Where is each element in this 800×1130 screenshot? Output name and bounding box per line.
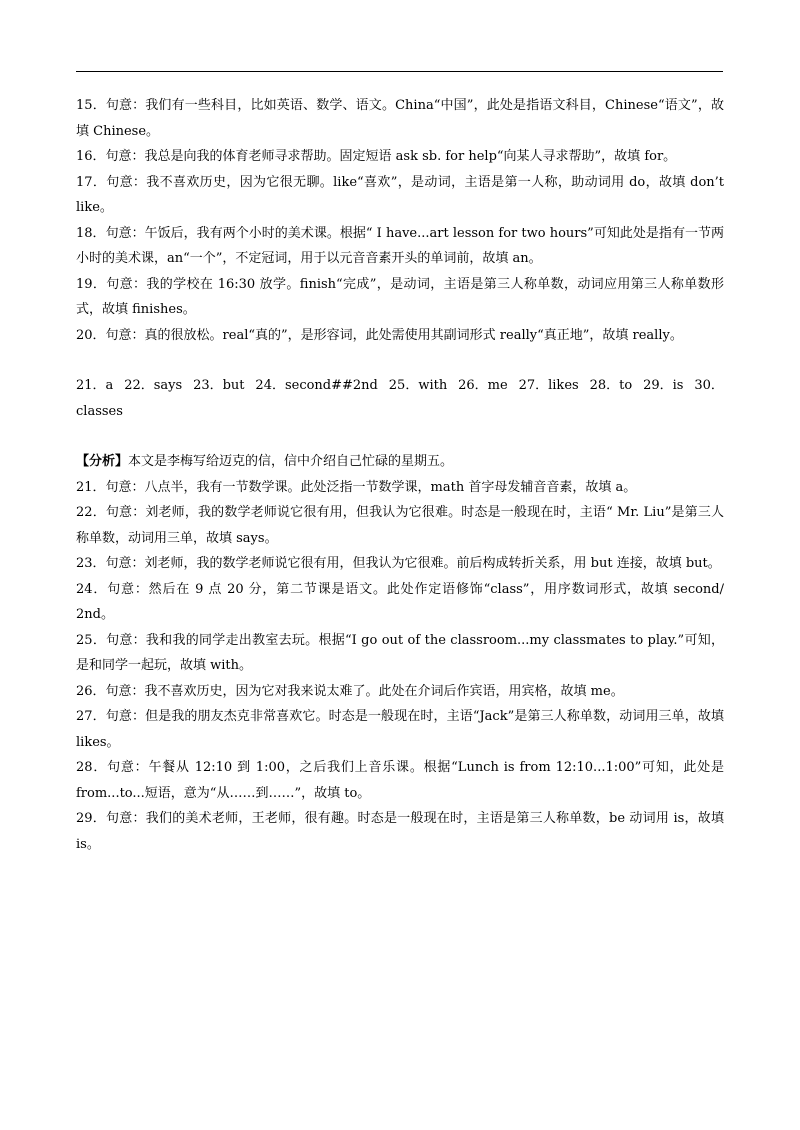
explanation-18: 18．句意：午饭后，我有两个小时的美术课。根据“ I have...art lesson for two hours”可知此处是指有一节两小时的美术课，an“一个”，不定冠词，用于以元音音素开头的单词前，故填 an。: [76, 225, 724, 266]
answer-21: 21．a: [76, 378, 114, 393]
answer-24: 24．second##2nd: [255, 378, 378, 393]
analysis-label: 【分析】: [76, 454, 129, 469]
explanation-20: 20．句意：真的很放松。real“真的”，是形容词，此处需使用其副词形式 really“真正地”，故填 really。: [76, 327, 683, 343]
explanation-25: 25．句意：我和我的同学走出教室去玩。根据“I go out of the classroom...my classmates to play.”可知，是和同学一起玩，故填 with。: [76, 632, 724, 673]
explanation-22: 22．句意：刘老师，我的数学老师说它很有用，但我认为它很难。时态是一般现在时，主语“ Mr. Liu”是第三人称单数，动词用三单，故填 says。: [76, 505, 724, 546]
explanation-23: 23．句意：刘老师，我的数学老师说它很有用，但我认为它很难。前后构成转折关系，用 but 连接，故填 but。: [76, 556, 721, 571]
analysis: [76, 449, 724, 475]
explanation-19: 19．句意：我的学校在 16:30 放学。finish“完成”，是动词，主语是第三人称单数，动词应用第三人称单数形式，故填 finishes。: [76, 276, 724, 317]
explanation-16: 16．句意：我总是向我的体育老师寻求帮助。固定短语 ask sb. for help“向某人寻求帮助”，故填 for。: [76, 149, 677, 164]
answer-22: 22．says: [124, 378, 183, 393]
answer-25: 25．with: [388, 378, 448, 393]
answer-27: 27．likes: [518, 378, 579, 393]
answer-28: 28．to: [589, 378, 633, 393]
header-divider: [76, 71, 723, 72]
answer-23: 23．but: [193, 378, 245, 393]
answer-30: 30．: [694, 378, 724, 393]
explanation-26: 26．句意：我不喜欢历史，因为它对我来说太难了。此处在介词后作宾语，用宾格，故填 me。: [76, 683, 624, 699]
analysis-text: 本文是李梅写给迈克的信，信中介绍自己忙碌的星期五。: [128, 454, 454, 469]
answer-29: 29．is: [643, 378, 684, 393]
spacer: [76, 348, 724, 373]
answer-30-value: classes: [76, 403, 123, 419]
spacer: [76, 424, 724, 449]
answer-26: 26．me: [458, 378, 508, 393]
explanation-21: 21．句意：八点半，我有一节数学课。此处泛指一节数学课，math 首字母发辅音音素，故填 a。: [76, 479, 637, 495]
explanation-17: 17．句意：我不喜欢历史，因为它很无聊。like“喜欢”，是动词，主语是第一人称，助动词用 do，故填 don’t like。: [76, 174, 724, 215]
explanation-27: 27．句意：但是我的朋友杰克非常喜欢它。时态是一般现在时，主语“Jack”是第三人称单数，动词用三单，故填 likes。: [76, 709, 724, 750]
explanation-29: 29．句意：我们的美术老师，王老师，很有趣。时态是一般现在时，主语是第三人称单数，be 动词用 is，故填 is。: [76, 811, 724, 852]
explanation-24: 24．句意：然后在 9 点 20 分，第二节课是语文。此处作定语修饰“class”，用序数词形式，故填 second/ 2nd。: [76, 581, 724, 622]
explanation-28: 28．句意：午餐从 12:10 到 1:00，之后我们上音乐课。根据“Lunch is from 12:10...1:00”可知，此处是 from...to...短语，意为“从……到……”，故填 to。: [76, 760, 724, 801]
explanation-15: 15．句意：我们有一些科目，比如英语、数学、语文。China“中国”，此处是指语文科目，Chinese“语文”，故填 Chinese。: [76, 98, 724, 139]
answer-explanations: [76, 93, 724, 857]
answer-key-row: [76, 373, 724, 399]
